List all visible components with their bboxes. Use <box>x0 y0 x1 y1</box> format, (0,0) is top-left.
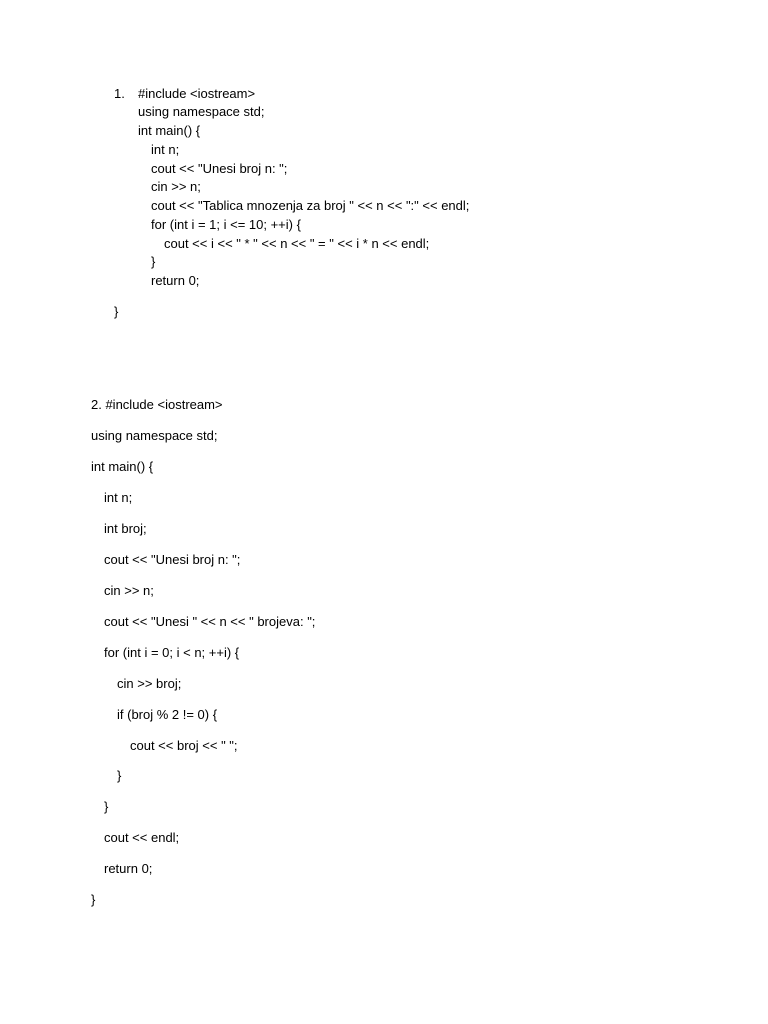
code-line: cout << "Unesi broj n: "; <box>151 161 288 176</box>
code-line: int main() { <box>138 123 201 138</box>
code-line: for (int i = 1; i <= 10; ++i) { <box>151 217 301 232</box>
code-line: for (int i = 0; i < n; ++i) { <box>104 645 240 660</box>
code-line: cout << endl; <box>104 830 180 845</box>
code-line: int n; <box>104 490 133 505</box>
code-line: cin >> n; <box>104 583 154 598</box>
code-line: cout << "Unesi " << n << " brojeva: "; <box>104 614 316 629</box>
code-line: int n; <box>151 142 180 157</box>
code-line: } <box>151 254 156 269</box>
code-line: cin >> broj; <box>117 676 182 691</box>
code-line: cout << "Unesi broj n: "; <box>104 552 241 567</box>
code-line: cout << broj << " "; <box>130 738 238 753</box>
code-line: } <box>114 304 119 319</box>
list-number: 1. <box>114 86 125 101</box>
code-line: cout << i << " * " << n << " = " << i * n << endl; <box>164 236 430 251</box>
code-line: cin >> n; <box>151 179 201 194</box>
code-line: return 0; <box>151 273 200 288</box>
code-line: #include <iostream> <box>138 86 256 101</box>
code-line: 2. #include <iostream> <box>91 397 223 412</box>
code-line: } <box>91 892 96 907</box>
code-line: using namespace std; <box>138 104 265 119</box>
code-line: using namespace std; <box>91 428 218 443</box>
code-line: cout << "Tablica mnozenja za broj " << n << ":" << endl; <box>151 198 470 213</box>
code-line: return 0; <box>104 861 153 876</box>
code-line: if (broj % 2 != 0) { <box>117 707 218 722</box>
code-line: } <box>104 799 109 814</box>
code-line: int broj; <box>104 521 147 536</box>
code-line: } <box>117 768 122 783</box>
code-line: int main() { <box>91 459 154 474</box>
